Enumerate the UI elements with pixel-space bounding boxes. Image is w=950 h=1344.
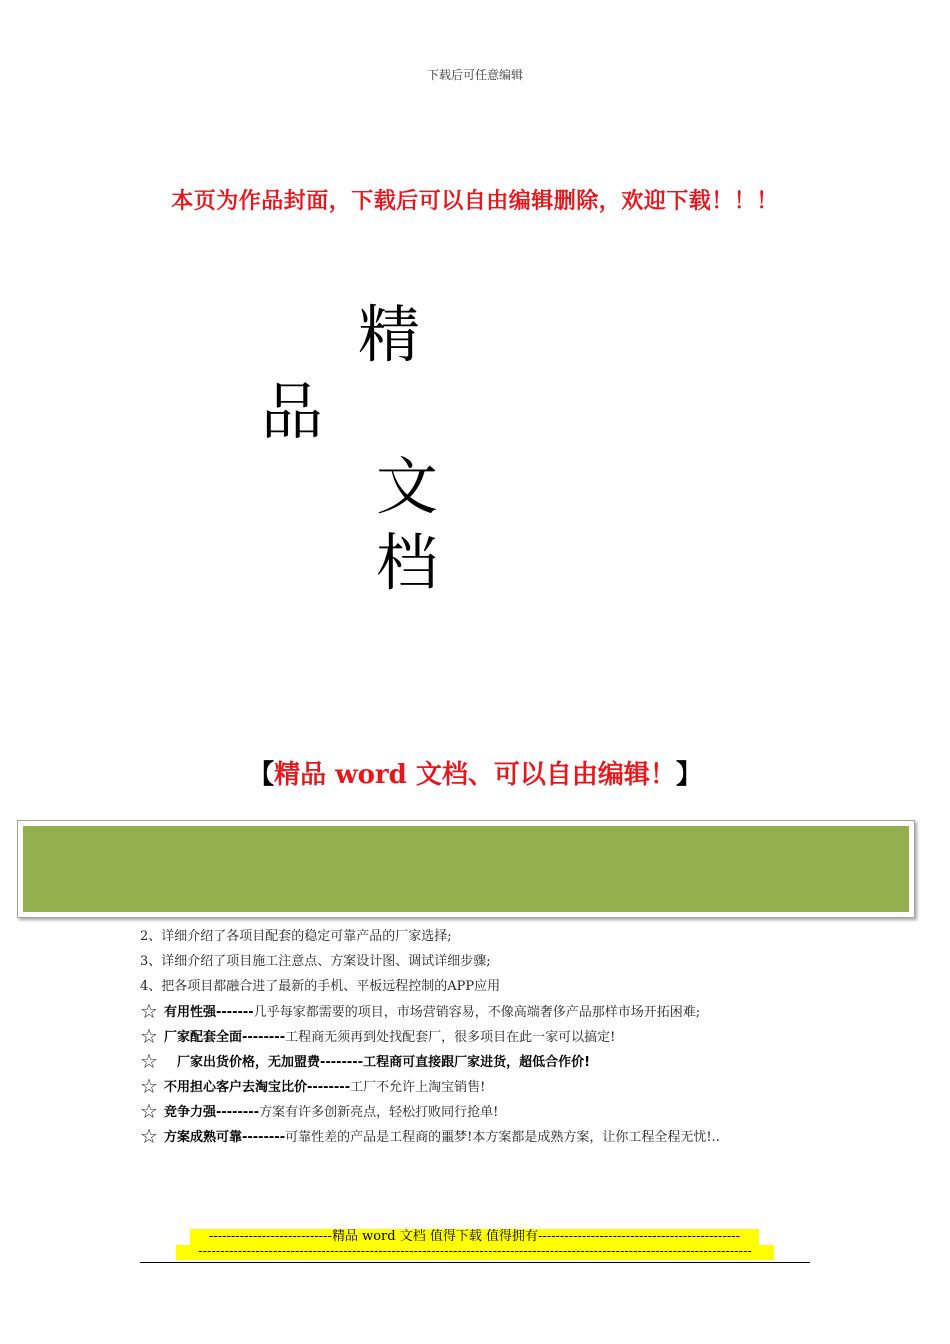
star-item-bold: 不用担心客户去淘宝比价-------- [163, 1080, 351, 1095]
green-banner-box [17, 820, 915, 918]
title-char-dang: 档 [376, 526, 439, 599]
star-icon: ☆ [140, 1124, 158, 1148]
star-item-bold: 厂家配套全面-------- [163, 1030, 286, 1045]
green-banner-fill [23, 826, 909, 912]
star-item [140, 1124, 840, 1149]
star-item-text: 方案有许多创新亮点，轻松打败同行抢单! [259, 1105, 499, 1120]
subtitle-text: 精品 word 文档、可以自由编辑！ [274, 760, 676, 790]
star-item-text: 几乎每家都需要的项目，市场营销容易，不像高端奢侈产品那样市场开拓困难; [253, 1005, 701, 1020]
star-item [140, 999, 840, 1024]
star-item-bold: 有用性强------- [163, 1005, 254, 1020]
star-icon: ☆ [140, 1049, 158, 1073]
footer-rule [140, 1262, 810, 1263]
star-icon: ☆ [140, 1074, 158, 1098]
list-item: 4、把各项目都融合进了最新的手机、平板远程控制的APP应用 [140, 979, 501, 994]
subtitle [0, 754, 950, 791]
subtitle-open-bracket: 【 [248, 760, 275, 790]
star-item [140, 1024, 840, 1049]
cover-notice: 本页为作品封面，下载后可以自由编辑删除，欢迎下载！！！ [171, 189, 779, 214]
list-item: 3、详细介绍了项目施工注意点、方案设计图、调试详细步骤; [140, 954, 491, 969]
footer-line-1: ----------------------------精品 word 文档 值得下载 值得拥有---------------------------------------------- [190, 1229, 759, 1245]
title-char-wen: 文 [376, 450, 439, 523]
star-item-text: 工程商无须再到处找配套厂，很多项目在此一家可以搞定! [285, 1030, 616, 1045]
star-item [140, 1074, 840, 1099]
star-icon: ☆ [140, 1024, 158, 1048]
star-item-bold: 方案成熟可靠-------- [163, 1130, 286, 1145]
star-item [140, 1049, 840, 1074]
star-item-bold: 竞争力强-------- [163, 1105, 260, 1120]
star-icon: ☆ [140, 999, 158, 1023]
star-item-bold: 厂家出货价格，无加盟费--------工程商可直接跟厂家进货，超低合作价! [163, 1055, 591, 1070]
star-item-text: 工厂不允许上淘宝销售! [350, 1080, 486, 1095]
header-note: 下载后可任意编辑 [426, 68, 523, 82]
star-item [140, 1099, 840, 1124]
footer-line-2: ------------------------------------------------------------------------------------------------------------------------------ [176, 1245, 774, 1260]
title-char-jing: 精 [358, 298, 421, 371]
feature-list [140, 924, 840, 1149]
subtitle-close-bracket: 】 [675, 760, 702, 790]
star-icon: ☆ [140, 1099, 158, 1123]
star-item-text: 可靠性差的产品是工程商的噩梦!本方案都是成熟方案，让你工程全程无忧!.. [285, 1130, 720, 1145]
title-char-pin: 品 [261, 375, 324, 448]
list-item: 2、详细介绍了各项目配套的稳定可靠产品的厂家选择; [140, 929, 452, 944]
